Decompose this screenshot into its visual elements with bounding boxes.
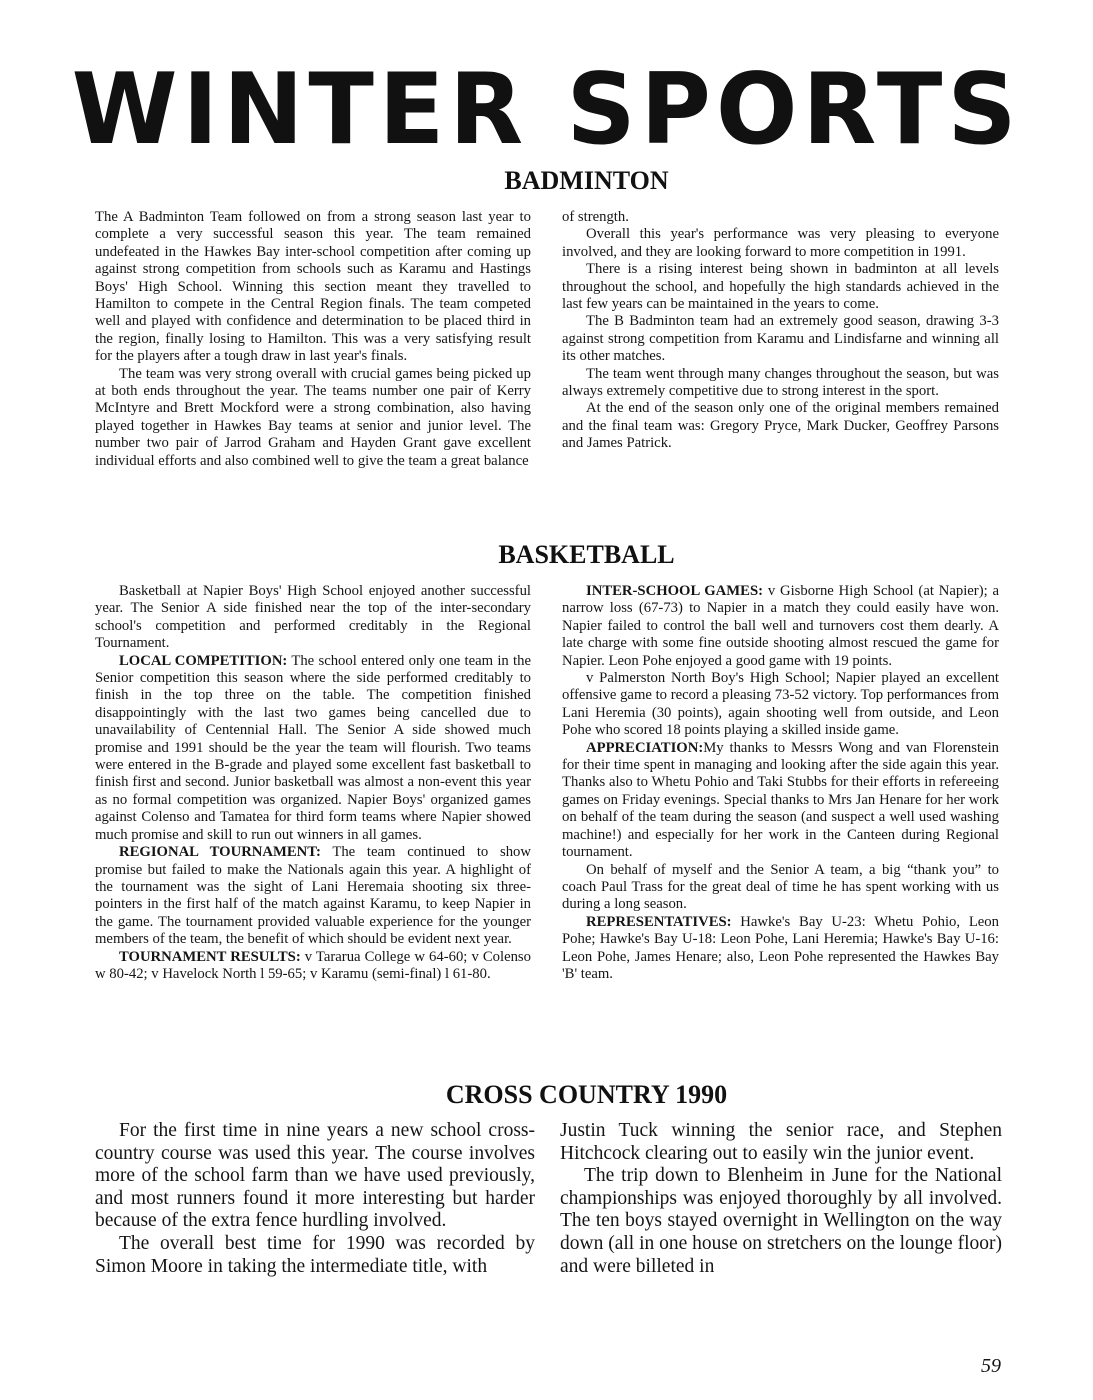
representatives-text: Hawke's Bay U-23: Whetu Pohio, Leon Pohe; Hawke's Bay U-18: Leon Pohe, Lani Heremia; Hawke's Bay U-16: Leon Pohe, James Henare; also, Leon Pohe represented the Hawkes Bay 'B' team. [562, 913, 999, 982]
basketball-tournament-results [95, 949, 531, 984]
basketball-regional-tournament [95, 844, 531, 948]
badminton-left-column [95, 209, 531, 470]
appreciation-text: My thanks to Messrs Wong and van Florenstein for their time spent in managing and looking after the side again this year. Thanks also to Whetu Pohio and Taki Stubbs for their efforts in refereeing games on Friday evenings. Special thanks to Mrs Jan Henare for her work on behalf of the team during the season (and suspect a well used washing machine!) and especially for her work in the Canteen during Regional tournament. [562, 739, 999, 861]
basketball-intro: Basketball at Napier Boys' High School enjoyed another successful year. The Senior A side finished near the top of the inter-secondary school's competition and performed creditably in the Regional Tournament. [95, 583, 531, 652]
badminton-right-column [562, 209, 999, 453]
inter-school-label: INTER-SCHOOL GAMES: [586, 583, 764, 599]
basketball-inter-school [562, 583, 999, 670]
page-number: 59 [981, 1355, 1001, 1377]
basketball-right-column [562, 583, 999, 983]
basketball-appreciation [562, 740, 999, 862]
badminton-heading: BADMINTON [504, 166, 669, 195]
page-title: WINTER SPORTS [71, 53, 1022, 167]
cross-country-paragraph: Justin Tuck winning the senior race, and Stephen Hitchcock clearing out to easily win the junior event. [560, 1120, 1002, 1164]
cross-country-paragraph: The overall best time for 1990 was recorded by Simon Moore in taking the intermediate title, with [95, 1232, 535, 1277]
badminton-paragraph: of strength. [562, 209, 629, 225]
cross-country-paragraph: The trip down to Blenheim in June for the National championships was enjoyed thoroughly by all involved. The ten boys stayed overnight in Wellington on the way down (all in one house on stretchers on the lounge floor) and were billeted in [560, 1165, 1002, 1277]
cross-country-heading: CROSS COUNTRY 1990 [445, 1080, 728, 1109]
regional-tournament-label: REGIONAL TOURNAMENT: [119, 844, 321, 861]
badminton-paragraph: The A Badminton Team followed on from a strong season last year to complete a very successful season this year. The team remained undefeated in the Hawkes Bay inter-school competition after coming up against strong competition from schools such as Karamu and Hastings Boys' High School. Winning this section meant they travelled to Hamilton to compete in the Central Region finals. The team competed well and played with confidence and determination to be placed third in the region, finally losing to Hamilton. This was a very satisfying result for the players after a tough draw in last year's finals. [95, 209, 531, 365]
cross-country-left-column [95, 1120, 535, 1278]
badminton-paragraph: The team was very strong overall with crucial games being picked up at both ends throughout the year. The teams number one pair of Kerry McIntyre and Brett Mockford were a strong combination, also having played together in Hawkes Bay teams at senior and junior level. The number two pair of Jarrod Graham and Hayden Grant gave excellent individual efforts and also combined well to give the team a great balance [95, 365, 531, 469]
appreciation-label: APPRECIATION: [586, 739, 704, 756]
local-competition-label: LOCAL COMPETITION: [119, 652, 288, 669]
tournament-results-text: v Tararua College w 64-60; v Colenso w 80-42; v Havelock North l 59-65; v Karamu (semi-final) l 61-80. [95, 948, 531, 982]
badminton-paragraph: At the end of the season only one of the original members remained and the final team was: Gregory Pryce, Mark Ducker, Geoffrey Parsons and James Patrick. [562, 400, 999, 452]
basketball-behalf: On behalf of myself and the Senior A team, a big “thank you” to coach Paul Trass for the great deal of time he has spent working with us during a long season. [562, 861, 999, 913]
badminton-paragraph: The team went through many changes throughout the season, but was always extremely competitive due to strong interest in the sport. [562, 365, 999, 400]
local-competition-text: The school entered only one team in the Senior competition this season where the side performed creditably to finish in the top three on the table. The competition finished disappointingly with the last two games being cancelled due to unavailability of Centennial Hall. The Senior A side showed much promise and 1991 should be the year the team will flourish. Two teams were entered in the B-grade and played some excellent fast basketball to finish first and second. Junior basketball was almost a non-event this year as no formal competition was organized. Napier Boys' organized games against Colenso and Tamatea for third form teams where Napier showed much promise and skill to run out winners in all games. [95, 652, 531, 843]
basketball-representatives [562, 914, 999, 984]
basketball-local-competition [95, 653, 531, 844]
badminton-paragraph: The B Badminton team had an extremely good season, drawing 3-3 against strong competition from Karamu and Lindisfarne and winning all its other matches. [562, 313, 999, 365]
tournament-results-label: TOURNAMENT RESULTS: [119, 948, 301, 965]
inter-school-text: v Gisborne High School (at Napier); a narrow loss (67-73) to Napier in a match they could easily have won. Napier failed to control the ball well and turnovers cost them dearly. A late charge with some fine outside shooting almost rescued the game for Napier. Leon Pohe enjoyed a good game with 19 points. [562, 583, 999, 669]
badminton-paragraph: There is a rising interest being shown in badminton at all levels throughout the school, and hopefully the high standards achieved in the last few years can be maintained in the years to come. [562, 261, 999, 313]
regional-tournament-text: The team continued to show promise but failed to make the Nationals again this year. A highlight of the tournament was the sight of Lani Heremaia shooting six three-pointers in the first half of the match against Karamu, to keep Napier in the game. The tournament provided valuable experience for the younger members of the team, the benefit of which should be evident next year. [95, 844, 532, 948]
cross-country-right-column [560, 1120, 1002, 1278]
representatives-label: REPRESENTATIVES: [586, 913, 732, 930]
basketball-palmerston: v Palmerston North Boy's High School; Napier played an excellent offensive game to record a pleasing 73-52 victory. Top performances from Lani Heremia (30 points), again shooting well from outside, and Leon Pohe who scored 18 points playing a skilled inside game. [562, 670, 999, 739]
basketball-left-column [95, 583, 531, 983]
badminton-paragraph: Overall this year's performance was very pleasing to everyone involved, and they are looking forward to more competition in 1991. [562, 226, 999, 260]
cross-country-paragraph: For the first time in nine years a new school cross-country course was used this year. The course involves more of the school farm than we have used previously, and most runners found it more interesting but harder because of the extra fence hurdling involved. [95, 1120, 535, 1232]
basketball-heading: BASKETBALL [498, 540, 675, 569]
